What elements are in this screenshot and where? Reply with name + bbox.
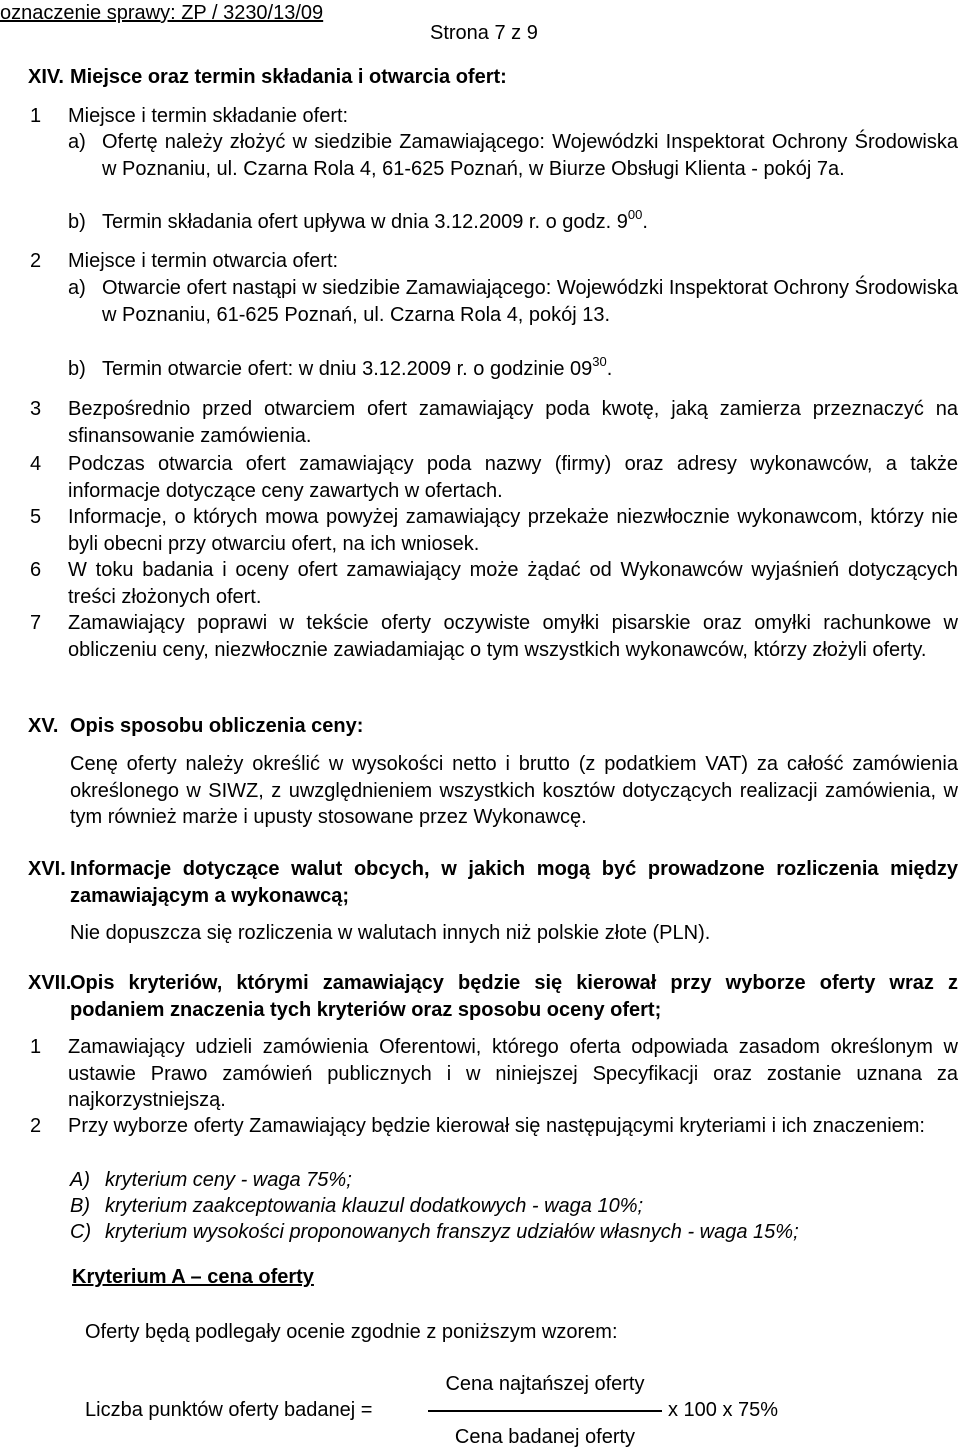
list-item-number: 4 (30, 453, 42, 475)
sub-item-letter: a) (68, 131, 86, 153)
list-item-text: Podczas otwarcia ofert zamawiający poda nazwy (firmy) oraz adresy wykonawców, a także informacje dotyczące ceny zawartych w ofertach. (68, 453, 958, 502)
formula-intro: Oferty będą podlegały ocenie zgodnie z poniższym wzorem: (85, 1321, 618, 1343)
list-item-text: Miejsce i termin otwarcia ofert: (68, 250, 339, 272)
formula-multiplier: x 100 x 75% (668, 1399, 779, 1421)
list-item-text: Zamawiający poprawi w tekście oferty oczywiste omyłki pisarskie oraz omyłki rachunkowe w obliczeniu ceny, niezwłocznie zawiadamiając o tym wszystkich wykonawców, którzy złożyli oferty. (68, 612, 958, 661)
section-title: Opis sposobu obliczenia ceny: (70, 715, 364, 737)
section-title: Opis kryteriów, którymi zamawiający będzie się kierował przy wyborze oferty wraz z podaniem znaczenia tych kryteriów oraz sposobu oceny ofert; (70, 972, 958, 1021)
sub-item-text: Ofertę należy złożyć w siedzibie Zamawiającego: Wojewódzki Inspektorat Ochrony Środowiska w Poznaniu, ul. Czarna Rola 4, 61-625 Poznań, w Biurze Obsługi Klienta - pokój 7a. (102, 131, 958, 180)
list-item-number: 3 (30, 398, 42, 420)
list-item-text: Zamawiający udzieli zamówienia Oferentowi, którego oferta odpowiada zasadom określonym w ustawie Prawo zamówień publicznych i w niniejszej Specyfikacji oraz zostanie uznana za najkorzystniejszą. (68, 1036, 958, 1111)
criterion-text: kryterium zaakceptowania klauzul dodatkowych - waga 10%; (105, 1195, 644, 1217)
section-number: XIV. (28, 66, 64, 88)
sub-item-letter: b) (68, 358, 86, 380)
criterion-a-heading: Kryterium A – cena oferty (72, 1266, 314, 1288)
formula-denominator: Cena badanej oferty (454, 1426, 636, 1448)
superscript-minutes: 00 (627, 207, 643, 222)
section-number: XVI. (28, 858, 66, 880)
list-item-number: 6 (30, 559, 42, 581)
section-number: XVII. (28, 972, 72, 994)
list-item-text: W toku badania i oceny ofert zamawiający może żądać od Wykonawców wyjaśnień dotyczących treści złożonych ofert. (68, 559, 958, 608)
list-item-number: 2 (30, 1115, 42, 1137)
list-item-number: 1 (30, 1036, 42, 1058)
list-item-text: Przy wyborze oferty Zamawiający będzie kierował się następującymi kryteriami i ich znaczeniem: (68, 1115, 925, 1137)
section-number: XV. (28, 715, 59, 737)
page-number: Strona 7 z 9 (430, 22, 538, 44)
criterion-letter: A) (70, 1169, 90, 1191)
criterion-text: kryterium ceny - waga 75%; (105, 1169, 352, 1191)
section-paragraph: Cenę oferty należy określić w wysokości netto i brutto (z podatkiem VAT) za całość zamówienia określonego w SIWZ, z uwzględnieniem wszystkich kosztów dotyczących realizacji zamówienia, w tym również marże i upusty stosowane przez Wykonawcę. (70, 753, 958, 828)
formula-numerator: Cena najtańszej oferty (445, 1373, 645, 1395)
list-item-number: 7 (30, 612, 42, 634)
case-reference: oznaczenie sprawy: ZP / 3230/13/09 (0, 2, 324, 24)
list-item-text: Bezpośrednio przed otwarciem ofert zamawiający poda kwotę, jaką zamierza przeznaczyć na sfinansowanie zamówienia. (68, 398, 958, 447)
sub-item-text: Termin otwarcie ofert: w dniu 3.12.2009 r. o godzinie $09^{30}$. (102, 354, 613, 380)
criterion-letter: B) (70, 1195, 90, 1217)
list-item-number: 2 (30, 250, 42, 272)
section-title: Informacje dotyczące walut obcych, w jakich mogą być prowadzone rozliczenia między zamawiającym a wykonawcą; (70, 858, 958, 907)
formula-label: Liczba punktów oferty badanej = (85, 1399, 373, 1421)
sub-item-text: Otwarcie ofert nastąpi w siedzibie Zamawiającego: Wojewódzki Inspektorat Ochrony Środowiska w Poznaniu, 61-625 Poznań, ul. Czarna Rola 4, pokój 13. (102, 277, 958, 326)
superscript-minutes: 30 (592, 354, 607, 369)
list-item-number: 5 (30, 506, 42, 528)
section-paragraph: Nie dopuszcza się rozliczenia w walutach innych niż polskie złote (PLN). (70, 922, 711, 944)
sub-item-letter: b) (68, 211, 86, 233)
list-item-text: Miejsce i termin składanie ofert: (68, 105, 349, 127)
section-title: Miejsce oraz termin składania i otwarcia ofert: (70, 66, 507, 88)
criterion-letter: C) (70, 1221, 92, 1243)
list-item-text: Informacje, o których mowa powyżej zamawiający przekaże niezwłocznie wykonawcom, którzy nie byli obecni przy otwarciu ofert, na ich wniosek. (68, 506, 958, 555)
fraction-line (428, 1410, 662, 1412)
list-item-number: 1 (30, 105, 42, 127)
sub-item-text: Termin składania ofert upływa w dnia 3.12.2009 r. o godz. $9^{00}$. (102, 207, 648, 233)
sub-item-letter: a) (68, 277, 86, 299)
criterion-text: kryterium wysokości proponowanych franszyz udziałów własnych - waga 15%; (105, 1221, 799, 1243)
